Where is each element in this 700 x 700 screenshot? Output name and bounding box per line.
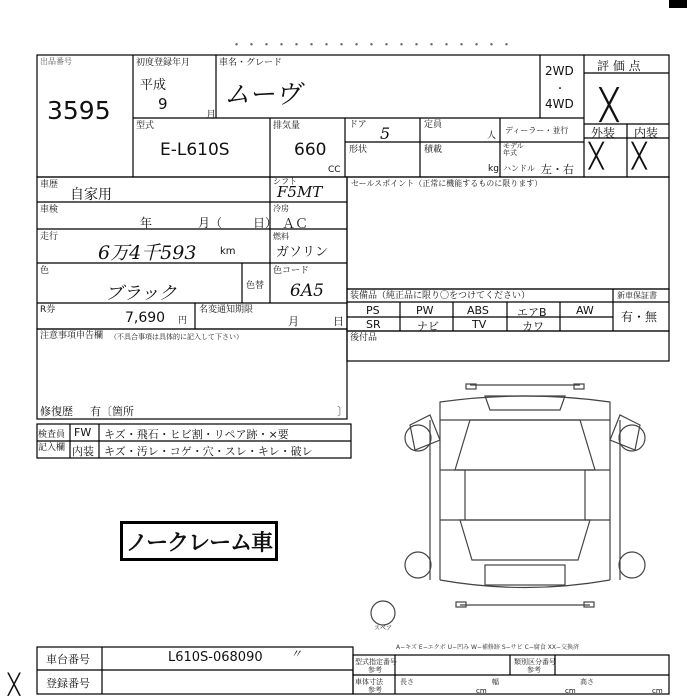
dims-length-unit: cm: [476, 687, 487, 695]
lot-label: 出品番号: [40, 57, 72, 66]
notice-day-unit: 日: [333, 315, 344, 328]
inspector-row2: キズ・汚レ・コゲ・穴・スレ・キレ・破レ: [104, 445, 313, 458]
color-label: 色: [40, 266, 50, 276]
model-value: E-L610S: [160, 140, 230, 160]
inspector-row2-head: 内装: [72, 445, 94, 458]
inspection-year-unit: 年: [140, 216, 153, 230]
equipment-item: SR: [366, 318, 381, 331]
mileage-unit: km: [220, 246, 236, 257]
load-unit: kg: [488, 164, 499, 174]
color-code-label: 色コード: [273, 266, 310, 276]
no-claim-stamp: [120, 521, 278, 561]
registration-label: 初度登録年月: [136, 58, 191, 68]
mileage-label: 走行: [40, 232, 59, 242]
equipment-item: ABS: [467, 304, 489, 317]
rating-label: 評 価 点: [597, 59, 641, 73]
displacement-unit: CC: [328, 165, 341, 175]
registration-era: 平成: [140, 78, 167, 93]
dims-width: 幅: [492, 678, 499, 686]
repair-value: 有〔箇所: [90, 405, 134, 418]
dealer-label: ディーラー・並行: [505, 126, 569, 135]
dims-height: 高さ: [580, 678, 594, 686]
registration-year: 9: [158, 95, 168, 113]
category-number-label: 類別区分番号: [514, 658, 556, 666]
capacity-unit: 人: [487, 131, 497, 141]
sales-point-label: セールスポイント（正常に機能するものに限ります）: [351, 179, 543, 188]
dims-sub: 参考: [368, 686, 382, 694]
rating-ext-label: 外装: [591, 126, 616, 140]
equipment-item: TV: [472, 318, 487, 331]
car-name-value: ムーヴ: [224, 80, 301, 110]
mileage-value: 6万4千593: [98, 242, 197, 264]
repair-close: 〕: [337, 405, 348, 418]
margin-mark: ╳: [8, 672, 21, 696]
color-code-value: 6A5: [290, 281, 324, 301]
post-install-label: 後付品: [350, 333, 378, 343]
inspector-label-bottom: 記入欄: [38, 443, 66, 453]
notice-label: 名変通知期限: [199, 305, 254, 315]
dims-label: 車体寸法: [355, 678, 383, 686]
type-designation-label: 型式指定番号: [355, 658, 397, 666]
inspector-label-top: 検査員: [38, 430, 66, 440]
fuel-value: ガソリン: [276, 245, 329, 260]
rating-int-label: 内装: [634, 126, 659, 140]
notice-month-unit: 月: [288, 315, 299, 328]
recycle-unit: 円: [178, 316, 188, 326]
equipment-item: カワ: [522, 320, 544, 333]
drive-dot: ・: [555, 84, 565, 95]
recycle-value: 7,690: [125, 310, 166, 326]
registration-month-unit: 月: [206, 110, 216, 121]
equipment-item: PS: [366, 304, 380, 317]
drive-2wd: 2WD: [545, 64, 574, 78]
color-value: ブラック: [105, 283, 177, 304]
dims-width-unit: cm: [565, 687, 576, 695]
handle-label: ハンドル: [503, 164, 535, 173]
inspector-row1: キズ・飛石・ヒビ割・リペア跡・×要: [104, 428, 289, 441]
equipment-item: ナビ: [417, 320, 439, 333]
shift-value: F5MT: [277, 183, 323, 201]
damage-legend: A−キズ E−エクボ U−凹み W−補修跡 S−サビ C−腐食 XX−交換済: [396, 644, 579, 651]
category-number-sub: 参考: [527, 666, 541, 674]
capacity-label: 定員: [424, 120, 443, 130]
rating-int-mark: ╳: [632, 142, 647, 170]
recycle-label: R券: [40, 305, 56, 315]
chassis-label: 車台番号: [46, 653, 90, 666]
equipment-item: PW: [416, 304, 434, 317]
type-designation-sub: 参考: [368, 666, 382, 674]
displacement-label: 排気量: [273, 121, 301, 131]
warranty-label: 新車保証書: [617, 291, 657, 300]
spare-label: スペア: [374, 625, 393, 632]
lot-number: 3595: [47, 96, 111, 125]
chassis-mark: 〃: [290, 647, 303, 661]
no-claim-stamp-text: ノークレーム車: [125, 530, 273, 556]
inspection-month-unit: 月（: [198, 216, 223, 230]
load-label: 積載: [424, 145, 443, 155]
reg-number-label: 登録番号: [46, 677, 90, 690]
fuel-label: 燃料: [273, 232, 289, 241]
repair-label: 修復歴: [40, 405, 73, 418]
shape-label: 形状: [349, 145, 368, 155]
inspector-row1-head: FW: [74, 426, 92, 439]
history-label: 車歴: [40, 180, 59, 190]
rating-score-mark: ╳: [600, 88, 619, 123]
handle-value: 左・右: [541, 163, 574, 176]
aircon-label: 冷房: [273, 204, 289, 213]
model-year-label-bottom: 年式: [503, 149, 517, 157]
shift-label: シフト: [273, 177, 297, 186]
remarks-label: 注意事項申告欄: [40, 331, 104, 341]
warranty-value: 有・無: [621, 310, 658, 324]
model-year-label-top: モデル: [503, 142, 524, 150]
inspection-label: 車検: [40, 205, 59, 215]
drive-4wd: 4WD: [545, 97, 574, 111]
equipment-label: 装備品（純正品に限り〇をつけてください）: [350, 291, 531, 301]
doors-value: 5: [380, 124, 391, 143]
dims-height-unit: cm: [652, 687, 663, 695]
equipment-item: エアB: [517, 306, 547, 319]
inspection-day-unit: 日）: [253, 216, 278, 230]
equipment-item: AW: [576, 304, 594, 317]
dims-length: 長さ: [400, 678, 414, 686]
displacement-value: 660: [294, 140, 327, 160]
model-label: 型式: [136, 121, 155, 131]
doors-label: ドア: [349, 120, 367, 130]
header-title: ・・・・・・・・・・・・・・・・・・・: [230, 38, 516, 53]
aircon-value: ＡＣ: [282, 217, 309, 232]
car-name-label: 車名・グレード: [219, 58, 283, 68]
rating-ext-mark: ╳: [589, 142, 604, 170]
car-diagram: [400, 380, 650, 625]
color-change-label: 色替: [246, 281, 265, 291]
history-value: 自家用: [70, 187, 112, 203]
remarks-note: （不具合事項は具体的に記入して下さい）: [110, 333, 243, 341]
chassis-value: L610S-068090: [168, 650, 263, 665]
